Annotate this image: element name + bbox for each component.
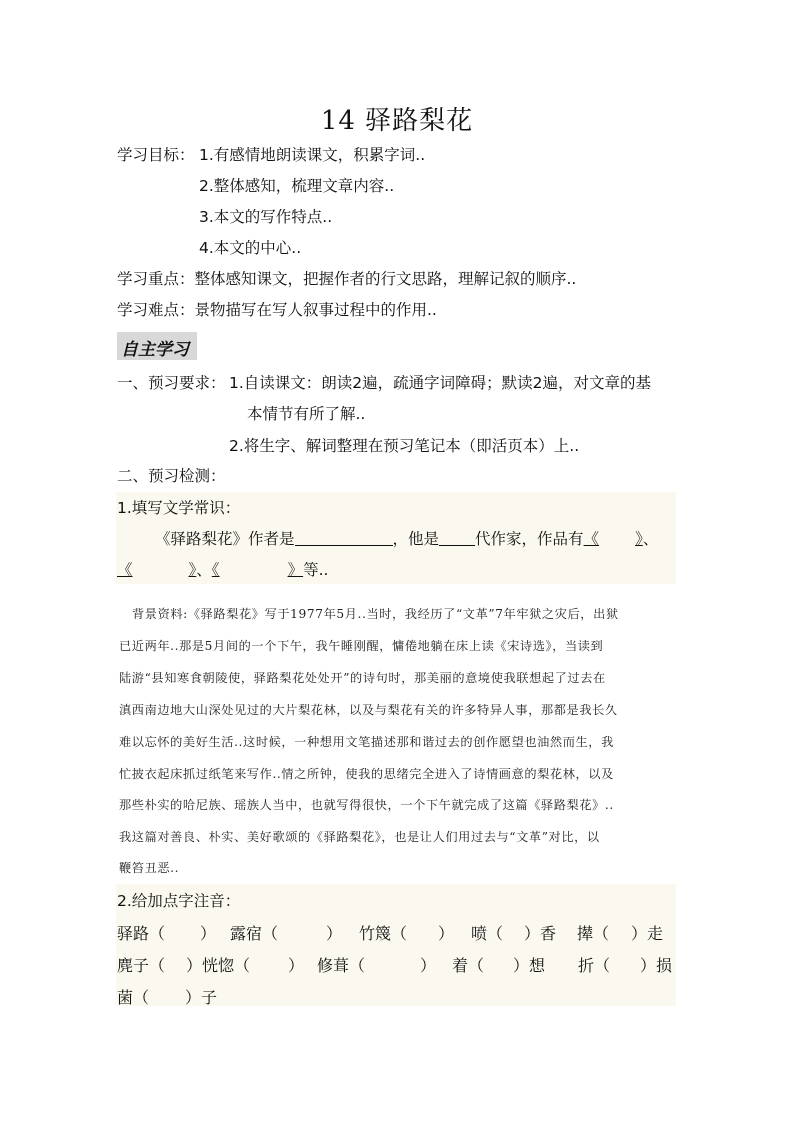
work-blank-1[interactable]: 《 》	[583, 530, 643, 548]
background-line: 背景资料:《驿路梨花》写于1977年5月..当时，我经历了“文革”7年牢狱之灾后，出狱	[132, 607, 619, 621]
pinyin-item: ）	[200, 924, 217, 943]
pinyin-item: ）恍惚（	[186, 956, 251, 975]
page-title: 14 驿路梨花	[320, 106, 474, 136]
section-tag	[117, 332, 197, 360]
pinyin-item: ）想	[513, 956, 546, 975]
pinyin-item: 菌（	[117, 988, 150, 1007]
q1-text: 《驿路梨花》作者是	[155, 530, 295, 548]
question-1-line-1	[155, 529, 658, 549]
pinyin-item: ）	[438, 924, 455, 943]
pinyin-item: 修葺（	[317, 956, 366, 975]
pinyin-item: ）子	[185, 988, 218, 1007]
background-line: 滇西南边地大山深处见过的大片梨花林，以及与梨花有关的许多特异人事，那都是我长久	[119, 703, 618, 717]
pinyin-item: ）损	[640, 956, 673, 975]
question-1-line-2	[117, 560, 328, 580]
question-1-heading: 1.填写文学常识：	[117, 499, 241, 517]
pinyin-item: 麂子（	[117, 956, 166, 975]
pinyin-item: 露宿（	[230, 924, 279, 943]
goal-item: 1.有感情地朗读课文，积累字词..	[199, 146, 426, 164]
preview-req-1: 1.自读课文：朗读2遍，疏通字词障碍；默读2遍，对文章的基	[229, 374, 652, 392]
goal-item: 2.整体感知，梳理文章内容..	[199, 177, 395, 195]
pinyin-item: ）香	[524, 924, 557, 943]
pinyin-item: 折（	[578, 956, 611, 975]
pinyin-item: ）走	[631, 924, 664, 943]
focus-line: 学习重点：整体感知课文，把握作者的行文思路，理解记叙的顺序..	[117, 270, 577, 288]
background-line: 鞭笞丑恶..	[119, 861, 180, 875]
background-line: 那些朴实的哈尼族、瑶族人当中，也就写得很快，一个下午就完成了这篇《驿路梨花》..	[119, 798, 614, 812]
pinyin-item: 驿路（	[117, 924, 166, 943]
background-line: 已近两年..那是5月间的一个下午，我午睡刚醒，慵倦地躺在床上读《宋诗选》，当读到	[119, 639, 604, 653]
work-blank-3[interactable]: 《 》	[211, 561, 304, 579]
q1-text: 代作家，作品有	[475, 530, 584, 548]
background-line: 忙披衣起床抓过纸笔来写作..情之所钟，使我的思绪完全进入了诗情画意的梨花林，以及	[119, 767, 614, 781]
preview-req-label: 一、预习要求：	[117, 374, 226, 392]
pinyin-item: 喷（	[471, 924, 504, 943]
question-2-heading: 2.给加点字注音：	[117, 892, 241, 910]
background-line: 我这篇对善良、朴实、美好歌颂的《驿路梨花》，也是让人们用过去与“文革”对比，以	[119, 830, 600, 844]
section-tag-label: 自主学习	[121, 340, 189, 360]
preview-req-1-cont: 本情节有所了解..	[247, 405, 366, 423]
q1-sep: 、	[642, 530, 659, 548]
work-blank-2[interactable]: 《 》	[117, 561, 197, 579]
preview-check-label: 二、预习检测：	[117, 467, 226, 485]
pinyin-item: ）	[288, 956, 305, 975]
pinyin-item: 竹篾（	[359, 924, 408, 943]
preview-req-2: 2.将生字、解词整理在预习笔记本（即活页本）上..	[229, 437, 580, 455]
era-blank[interactable]	[439, 530, 475, 546]
pinyin-item: ）	[420, 956, 437, 975]
goal-item: 3.本文的写作特点..	[199, 208, 333, 226]
pinyin-item: 撵（	[577, 924, 610, 943]
background-line: 陆游“县知寒食朝陵使，驿路梨花处处开”的诗句时，那美丽的意境使我联想起了过去在	[119, 671, 606, 685]
goal-item: 4.本文的中心..	[199, 239, 302, 257]
q1-end: 等..	[303, 561, 329, 579]
pinyin-item: 着（	[452, 956, 485, 975]
background-line: 难以忘怀的美好生活..这时候，一种想用文笔描述那和谐过去的创作愿望也油然而生，我	[119, 735, 614, 749]
q1-sep: 、	[196, 561, 212, 579]
author-blank[interactable]	[295, 530, 393, 546]
pinyin-item: ）	[326, 924, 343, 943]
difficulty-line: 学习难点：景物描写在写人叙事过程中的作用..	[117, 301, 437, 319]
q1-text: ，他是	[392, 530, 440, 548]
goals-label: 学习目标：	[117, 146, 195, 164]
